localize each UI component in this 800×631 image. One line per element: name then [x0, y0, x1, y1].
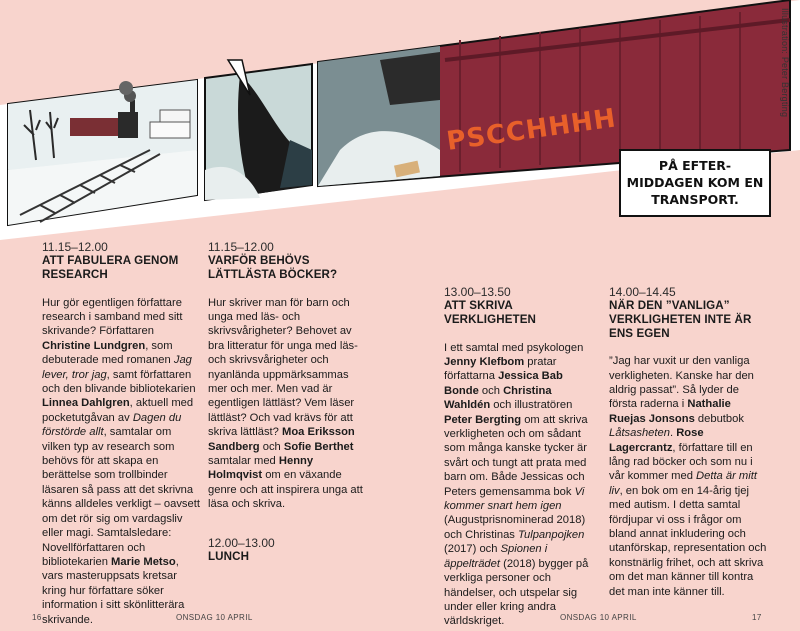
illustration-credit: Illustration: Peter Bergting — [780, 8, 790, 118]
caption-line-1: PÅ EFTER- — [658, 158, 732, 173]
session-time: 14.00–14.45 — [609, 285, 676, 299]
person-name: Christine Lundgren — [42, 339, 146, 352]
text-run: , samt författaren och den blivande bibliotekarien — [42, 368, 196, 396]
person-name: Jenny Klefbom — [444, 356, 525, 368]
text-run: (2018) bygger på verkliga personer och händelser, och utspelar sig under eller kring andra världskriget. — [444, 557, 589, 628]
person-name: Marie Metso — [111, 555, 176, 568]
text-run: I ett samtal med psykologen — [444, 341, 584, 354]
person-name: Moa Eriksson Sandberg — [208, 426, 355, 453]
text-run: ”Jag har vuxit ur den vanliga verkligheten. Kanske har den aldrig passat”. Så lyder de första raderna i — [609, 355, 754, 411]
caption-line-3: TRANSPORT. — [651, 192, 739, 207]
text-run: och — [259, 440, 284, 453]
session-title: ATT SKRIVA VERKLIGHETEN — [444, 299, 537, 326]
session-column-2 — [208, 240, 366, 578]
person-name: Nathalie Ruejas Jonsons — [609, 398, 731, 425]
session-time: 12.00–13.00 — [208, 535, 275, 550]
session-title: ATT FABULERA GENOM RESEARCH — [42, 254, 179, 281]
person-name: Linnea Dahlgren — [42, 397, 130, 410]
book-title: Dagen du förstörde allt — [42, 411, 182, 439]
book-title: Jag lever, tror jag — [42, 354, 192, 381]
right-footer-date: ONSDAG 10 APRIL — [560, 613, 637, 622]
text-run: om att skriva verkligheten och om sådant som många kanske tycker är svårt och tungt att prata med barn om. Både Jessicas och Peters gemensamma bok — [444, 413, 588, 498]
person-name: Jessica Bab Bonde — [444, 370, 563, 397]
session-time: 11.15–12.00 — [208, 240, 274, 254]
text-run: och illustratören — [490, 399, 573, 412]
text-run: , författare till en lång rad böcker och som nu i vår kommer med — [609, 441, 753, 483]
session-description — [444, 341, 600, 629]
text-run: , en bok om en 14-årig tjej med autism. I detta samtal fördjupar vi oss i frågor om bland annat inkludering och utanförskap, representation och konstnärlig frihet, och att skriva om det man känner till kontra det man inte känner till. — [609, 484, 767, 598]
text-run: , vars masteruppsats kretsar kring hur författare söker information i sitt skönlitterära skrivande. — [42, 555, 185, 626]
person-name: Sofie Berthet — [283, 440, 354, 453]
session-column-3 — [444, 285, 600, 629]
text-run: debutbok — [694, 412, 744, 425]
lunch-block — [208, 536, 366, 564]
text-run: Hur gör egentligen författare research i samband med sitt skrivande? Författaren — [42, 296, 183, 338]
book-title: Detta är mitt liv — [609, 470, 757, 497]
session-title: VARFÖR BEHÖVS LÄTTLÄSTA BÖCKER? — [208, 254, 338, 281]
text-run: och — [478, 384, 504, 397]
session-description — [208, 296, 366, 512]
text-run: samtalar med — [208, 455, 279, 468]
caption-box — [620, 150, 770, 216]
text-run: , samtalar om vilken typ av research som behövs för att skapa en berättelse som trollbinder läsaren så pass att det skrivna känns alldeles verkligt – oavsett om det rör sig om vardagsliv eller magi. Samtalsledare: Novellförfattaren och bibliotekarien — [42, 426, 200, 568]
person-name: Rose Lagercrantz — [609, 427, 704, 454]
text-run: , som debuterade med romanen — [42, 339, 174, 367]
text-run: , aktuell med pocketutgåvan av — [42, 397, 194, 424]
text-run: pratar författarna — [444, 356, 557, 383]
person-name: Peter Bergting — [444, 413, 522, 426]
session-column-1 — [42, 240, 200, 627]
text-run: Hur skriver man för barn och unga med läs- och skrivsvårigheter? Behovet av bra litteratur för unga med läs- och skrivsvårigheter och nyanlända uppmärksammas mer och mer. Men vad är egentligen lättläst? Vem läser lättläst? Och vad krävs för att skriva lättläst? — [208, 296, 358, 439]
session-title: NÄR DEN ”VANLIGA” VERKLIGHETEN INTE ÄR ENS EGEN — [609, 299, 752, 340]
session-title: LUNCH — [208, 550, 250, 564]
text-run: . — [669, 427, 677, 440]
session-time: 11.15–12.00 — [42, 240, 108, 254]
comic-panel-woman — [205, 60, 312, 200]
book-title: Låtsasheten — [609, 427, 670, 440]
left-footer-date: ONSDAG 10 APRIL — [176, 613, 253, 622]
session-column-4 — [609, 285, 767, 599]
text-run: om en växande genre och att inspirera unga att läsa och skriva. — [208, 469, 363, 511]
comic-illustration — [0, 0, 800, 240]
session-time: 13.00–13.50 — [444, 285, 511, 299]
person-name: Henny Holmqvist — [208, 455, 314, 482]
sound-effect-text: PSCCHHHH — [444, 103, 619, 157]
right-page-number: 17 — [752, 613, 762, 622]
person-name: Christina Wahldén — [444, 384, 552, 412]
book-title: Tulpanpojken — [518, 528, 585, 541]
book-title: Vi kommer snart hem igen — [444, 485, 585, 513]
caption-line-2: MIDDAGEN KOM EN — [626, 175, 764, 190]
session-description — [42, 296, 200, 627]
book-title: Spionen i äppelträdet — [444, 543, 548, 570]
text-run: (Augustprisnominerad 2018) och Christinas — [444, 514, 586, 541]
left-page-number: 16 — [32, 613, 42, 622]
session-description — [609, 354, 767, 599]
text-run: (2017) och — [444, 543, 501, 556]
